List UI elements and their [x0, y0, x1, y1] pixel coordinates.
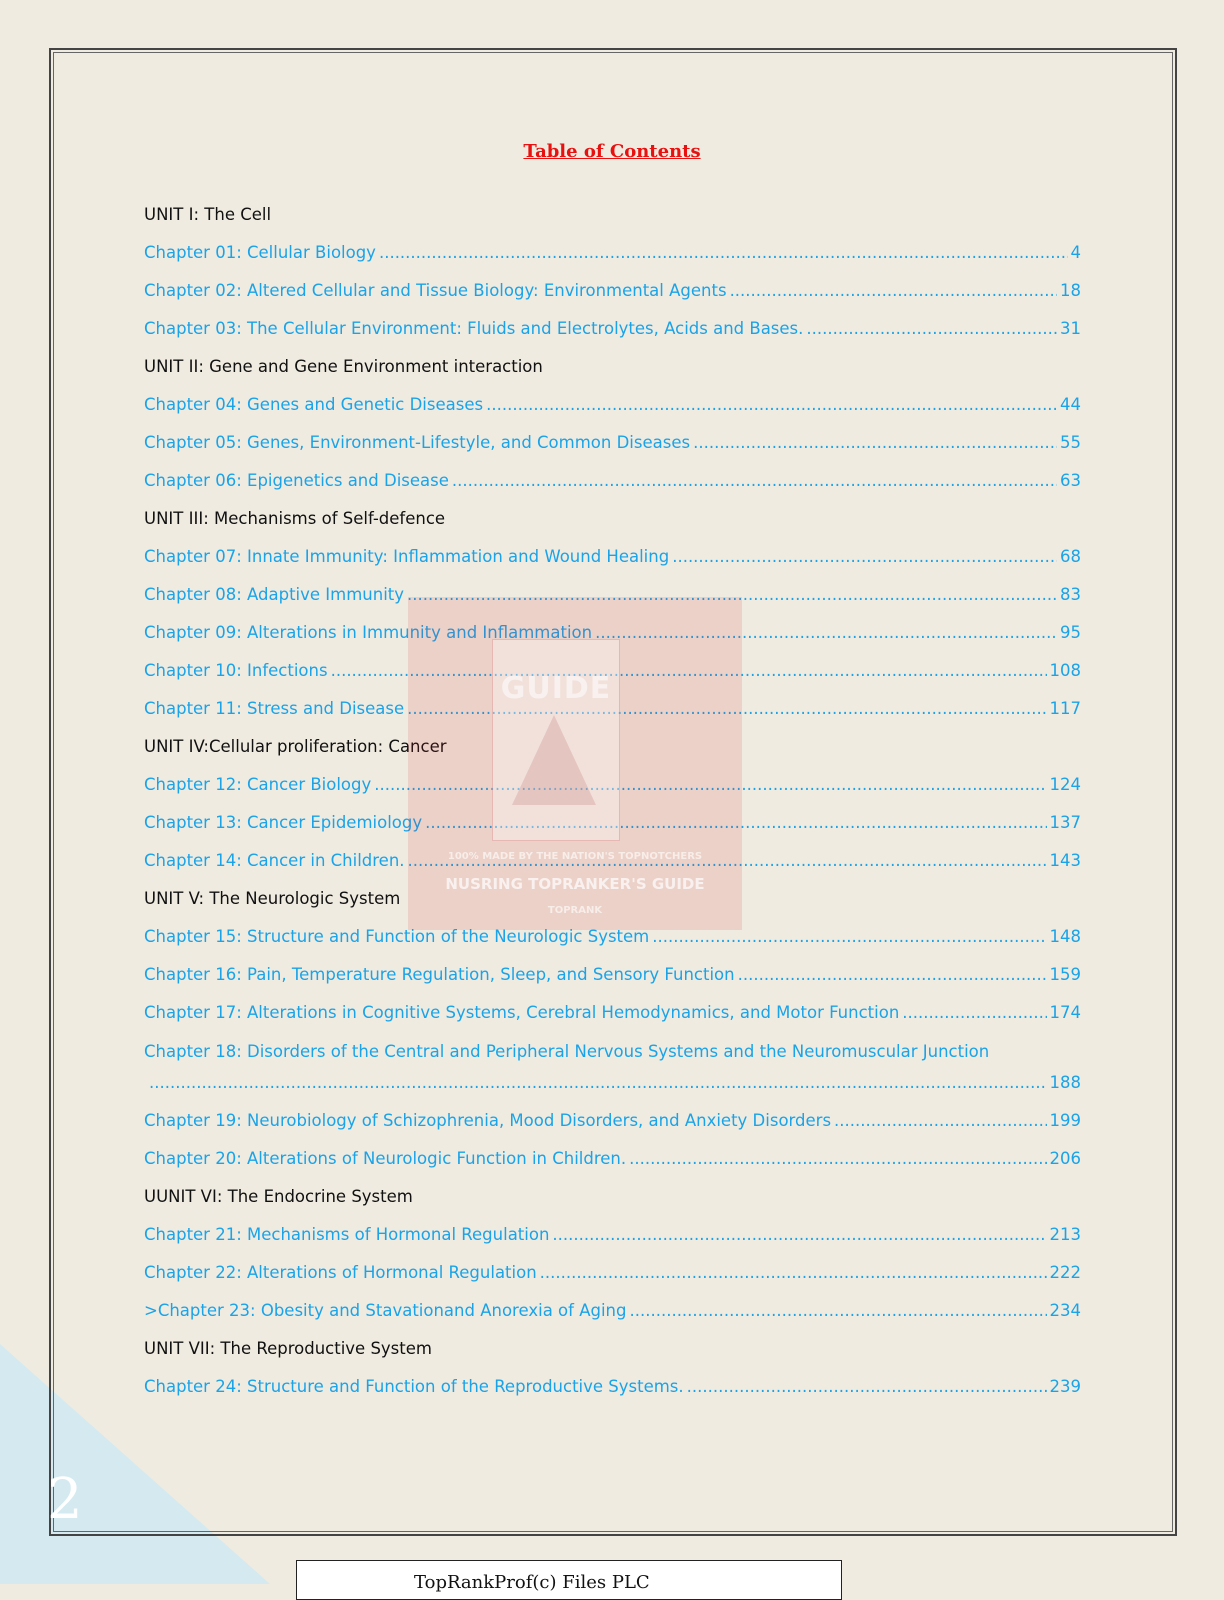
toc-entry-page: 143	[1049, 850, 1081, 870]
toc-entry[interactable]	[144, 423, 1081, 461]
toc-entry-page: 239	[1049, 1376, 1081, 1396]
watermark-brand: NUSRING TOPRANKER'S GUIDE	[445, 875, 705, 893]
dot-leader	[672, 547, 1057, 566]
unit-heading: UNIT II: Gene and Gene Environment interaction	[144, 356, 543, 376]
toc-entry[interactable]	[144, 1367, 1081, 1405]
unit-heading: UNIT V: The Neurologic System	[144, 888, 401, 908]
toc-entry-title: >Chapter 23: Obesity and Stavationand Anorexia of Aging	[144, 1300, 627, 1320]
toc-entry-page: 117	[1049, 698, 1081, 718]
toc-entry-page: 83	[1060, 584, 1081, 604]
dot-leader	[834, 1111, 1046, 1130]
table-of-contents	[144, 195, 1081, 1405]
toc-entry-title: Chapter 21: Mechanisms of Hormonal Regulation	[144, 1224, 550, 1244]
toc-entry[interactable]	[144, 461, 1081, 499]
dot-leader	[552, 1225, 1046, 1244]
toc-entry[interactable]	[144, 803, 1081, 841]
unit-heading: UNIT I: The Cell	[144, 204, 272, 224]
toc-entry-page: 148	[1049, 926, 1081, 946]
dot-leader	[540, 1263, 1047, 1282]
dot-leader	[149, 1073, 1047, 1092]
toc-entry-title: Chapter 01: Cellular Biology	[144, 242, 376, 262]
dot-leader	[452, 471, 1057, 490]
toc-entry-title: Chapter 05: Genes, Environment-Lifestyle, and Common Diseases	[144, 432, 691, 452]
toc-entry-page: 234	[1049, 1300, 1081, 1320]
toc-entry-title: Chapter 03: The Cellular Environment: Fluids and Electrolytes, Acids and Bases.	[144, 318, 804, 338]
toc-entry[interactable]	[144, 575, 1081, 613]
toc-entry-page: 55	[1060, 432, 1081, 452]
toc-entry[interactable]	[144, 651, 1081, 689]
toc-entry[interactable]	[144, 689, 1081, 727]
toc-entry[interactable]	[144, 917, 1081, 955]
watermark-small-text: TOPRANK	[547, 905, 603, 916]
toc-entry[interactable]	[144, 1291, 1081, 1329]
unit-heading: UUNIT VI: The Endocrine System	[144, 1186, 413, 1206]
dot-leader	[407, 699, 1046, 718]
toc-entry-page: 213	[1049, 1224, 1081, 1244]
toc-entry[interactable]	[144, 537, 1081, 575]
dot-leader	[652, 927, 1046, 946]
toc-entry-page: 188	[1049, 1072, 1081, 1092]
toc-entry-page: 18	[1060, 280, 1081, 300]
dot-leader	[902, 1003, 1046, 1022]
toc-entry-title: Chapter 22: Alterations of Hormonal Regulation	[144, 1262, 537, 1282]
toc-entry-title: Chapter 02: Altered Cellular and Tissue Biology: Environmental Agents	[144, 280, 727, 300]
dot-leader	[374, 775, 1046, 794]
toc-entry-title: Chapter 04: Genes and Genetic Diseases	[144, 394, 484, 414]
toc-entry-title: Chapter 09: Alterations in Immunity and Inflammation	[144, 622, 593, 642]
dot-leader	[595, 623, 1057, 642]
dot-leader	[806, 319, 1057, 338]
toc-entry-page: 174	[1049, 1002, 1081, 1022]
toc-entry-page: 63	[1060, 470, 1081, 490]
toc-entry[interactable]	[144, 309, 1081, 347]
toc-entry-page: 44	[1060, 394, 1081, 414]
dot-leader	[379, 243, 1068, 262]
toc-entry-page: 68	[1060, 546, 1081, 566]
toc-entry[interactable]	[144, 233, 1081, 271]
toc-entry[interactable]	[144, 841, 1081, 879]
dot-leader	[486, 395, 1057, 414]
toc-entry-page: 31	[1060, 318, 1081, 338]
unit-heading: UNIT VII: The Reproductive System	[144, 1338, 432, 1358]
toc-entry-page: 4	[1070, 242, 1081, 262]
dot-leader	[693, 433, 1057, 452]
toc-entry[interactable]	[144, 993, 1081, 1031]
footer-text: TopRankProf(c) Files PLC	[414, 1572, 650, 1593]
toc-entry-title: Chapter 24: Structure and Function of the Reproductive Systems.	[144, 1376, 684, 1396]
toc-entry[interactable]	[144, 765, 1081, 803]
toc-entry-title: Chapter 06: Epigenetics and Disease	[144, 470, 449, 490]
toc-entry-page: 95	[1060, 622, 1081, 642]
toc-entry-title: Chapter 16: Pain, Temperature Regulation, Sleep, and Sensory Function	[144, 964, 735, 984]
toc-entry-page: 124	[1049, 774, 1081, 794]
dot-leader	[331, 661, 1047, 680]
toc-entry-title: Chapter 19: Neurobiology of Schizophrenia, Mood Disorders, and Anxiety Disorders	[144, 1110, 832, 1130]
watermark-book-word: GUIDE	[500, 671, 612, 706]
watermark-tagline: 100% MADE BY THE NATION'S TOPNOTCHERS	[447, 851, 703, 862]
toc-entry[interactable]	[144, 613, 1081, 651]
toc-entry-title: Chapter 15: Structure and Function of the Neurologic System	[144, 926, 650, 946]
toc-entry-page: 137	[1049, 812, 1081, 832]
dot-leader	[629, 1149, 1046, 1168]
toc-entry-page: 108	[1049, 660, 1081, 680]
dot-leader	[730, 281, 1057, 300]
unit-heading: UNIT IV:Cellular proliferation: Cancer	[144, 736, 447, 756]
toc-entry[interactable]	[144, 1101, 1081, 1139]
toc-entry-title: Chapter 11: Stress and Disease	[144, 698, 405, 718]
toc-entry[interactable]	[144, 955, 1081, 993]
dot-leader	[408, 851, 1047, 870]
toc-entry[interactable]	[144, 385, 1081, 423]
toc-entry-title: Chapter 13: Cancer Epidemiology	[144, 812, 423, 832]
toc-entry-title: Chapter 07: Innate Immunity: Inflammation and Wound Healing	[144, 546, 670, 566]
toc-entry[interactable]	[144, 1253, 1081, 1291]
toc-entry-title: Chapter 12: Cancer Biology	[144, 774, 372, 794]
toc-entry-page: 199	[1049, 1110, 1081, 1130]
toc-entry-title: Chapter 18: Disorders of the Central and Peripheral Nervous Systems and the Neuromuscular Junction	[144, 1041, 990, 1061]
toc-entry-title: Chapter 08: Adaptive Immunity	[144, 584, 405, 604]
toc-entry-title: Chapter 20: Alterations of Neurologic Function in Children.	[144, 1148, 627, 1168]
dot-leader	[629, 1301, 1046, 1320]
page-number: 2	[47, 1467, 83, 1532]
toc-title: Table of Contents	[523, 141, 701, 162]
toc-entry-title: Chapter 14: Cancer in Children.	[144, 850, 405, 870]
toc-entry[interactable]	[144, 1031, 1081, 1101]
toc-entry-page: 222	[1049, 1262, 1081, 1282]
toc-entry[interactable]	[144, 271, 1081, 309]
dot-leader	[687, 1377, 1047, 1396]
dot-leader	[407, 585, 1057, 604]
toc-entry-title: Chapter 10: Infections	[144, 660, 328, 680]
toc-entry[interactable]	[144, 1139, 1081, 1177]
toc-entry[interactable]	[144, 1215, 1081, 1253]
unit-heading: UNIT III: Mechanisms of Self-defence	[144, 508, 446, 528]
dot-leader	[738, 965, 1047, 984]
toc-entry-title: Chapter 17: Alterations in Cognitive Systems, Cerebral Hemodynamics, and Motor Function	[144, 1002, 900, 1022]
dot-leader	[425, 813, 1046, 832]
toc-entry-page: 159	[1049, 964, 1081, 984]
toc-entry-page: 206	[1049, 1148, 1081, 1168]
